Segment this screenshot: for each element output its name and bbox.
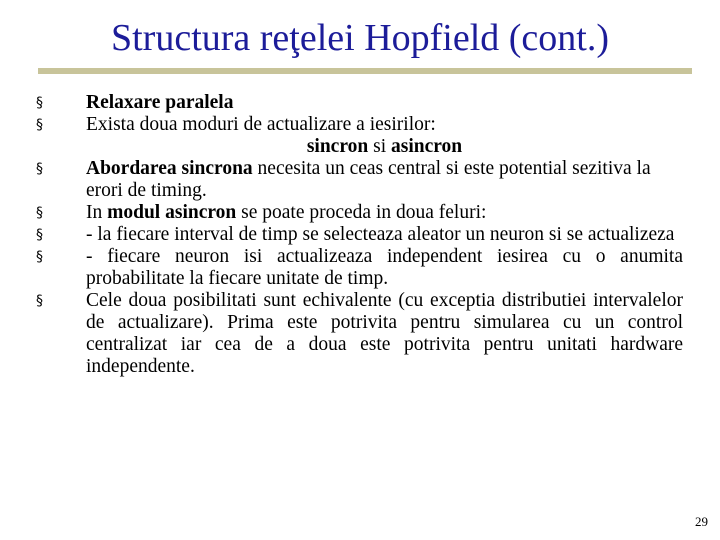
bullet-bold-text: Relaxare paralela xyxy=(86,92,234,113)
list-item xyxy=(0,290,683,378)
bullet-text: - la fiecare interval de timp se selecteaza aleator un neuron si se actualizeza xyxy=(86,224,675,245)
bullet-text: Cele doua posibilitati sunt echivalente (cu exceptia distributiei intervalelor de actualizare). Prima este potrivita pentru simularea cu un control centralizat iar cea de a doua este potrivita pentru unitati hardware independente. xyxy=(86,290,683,377)
bullet-bold-text: Abordarea sincrona xyxy=(86,158,253,179)
mode-asincron: asincron xyxy=(391,136,463,157)
bullet-icon: § xyxy=(36,293,43,309)
bullet-icon: § xyxy=(36,205,43,221)
list-item xyxy=(0,114,683,136)
list-item xyxy=(0,92,683,114)
bullet-bold-text: modul asincron xyxy=(107,202,237,223)
mode-sincron: sincron xyxy=(306,136,369,157)
title-divider xyxy=(38,68,692,74)
bullet-list xyxy=(0,92,720,378)
bullet-text: - fiecare neuron isi actualizeaza independent iesirea cu o anumita probabilitate la fiecare unitate de timp. xyxy=(86,246,683,289)
bullet-icon: § xyxy=(36,117,43,133)
bullet-icon: § xyxy=(36,161,43,177)
list-item xyxy=(0,224,683,246)
bullet-text: necesita un ceas central si este potential sezitiva la erori de timing. xyxy=(86,158,651,201)
bullet-icon: § xyxy=(36,249,43,265)
bullet-icon: § xyxy=(36,227,43,243)
list-item xyxy=(0,202,683,224)
bullet-icon: § xyxy=(36,95,43,111)
bullet-text: Exista doua moduri de actualizare a iesirilor: xyxy=(86,114,436,135)
list-item xyxy=(0,246,683,290)
bullet-prefix: In xyxy=(86,202,108,223)
mode-connector: si xyxy=(368,136,391,157)
slide-title: Structura reţelei Hopfield (cont.) xyxy=(110,17,610,59)
centered-modes-line xyxy=(0,136,683,158)
page-number: 29 xyxy=(695,514,708,529)
list-item xyxy=(0,158,683,202)
bullet-text: se poate proceda in doua feluri: xyxy=(236,202,487,223)
